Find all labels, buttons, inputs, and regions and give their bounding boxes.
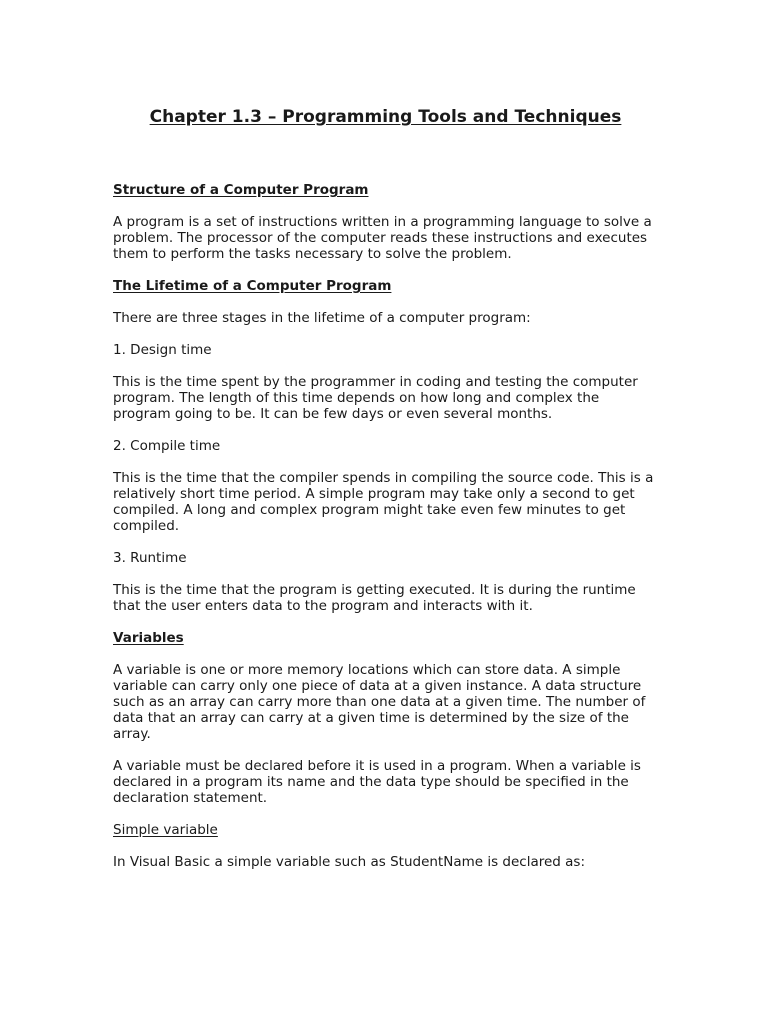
paragraph-design-time: This is the time spent by the programmer in coding and testing the computer program. The length of this time depends on how long and complex the program going to be. It can be few days or even several months. bbox=[113, 374, 638, 422]
page-title: Chapter 1.3 – Programming Tools and Techniques bbox=[149, 107, 622, 127]
paragraph-runtime: This is the time that the program is getting executed. It is during the runtime that the user enters data to the program and interacts with it. bbox=[113, 582, 636, 614]
document-body bbox=[113, 106, 658, 886]
paragraph-program-definition: A program is a set of instructions written in a programming language to solve a problem. The processor of the computer reads these instructions and executes them to perform the tasks necessary to solve the problem. bbox=[113, 214, 652, 262]
stage-design-time: 1. Design time bbox=[113, 342, 212, 358]
stage-compile-time: 2. Compile time bbox=[113, 438, 221, 454]
paragraph-variable-definition: A variable is one or more memory locations which can store data. A simple variable can carry only one piece of data at a given instance. A data structure such as an array can carry more than one data at a given time. The number of data that an array can carry at a given time is determined by the size of the array. bbox=[113, 662, 646, 742]
heading-simple-variable: Simple variable bbox=[113, 822, 218, 838]
paragraph-simple-variable: In Visual Basic a simple variable such as StudentName is declared as: bbox=[113, 854, 586, 870]
heading-lifetime: The Lifetime of a Computer Program bbox=[113, 278, 392, 294]
paragraph-three-stages: There are three stages in the lifetime of a computer program: bbox=[113, 310, 531, 326]
stage-runtime: 3. Runtime bbox=[113, 550, 187, 566]
heading-structure: Structure of a Computer Program bbox=[113, 182, 369, 198]
paragraph-compile-time: This is the time that the compiler spends in compiling the source code. This is a relatively short time period. A simple program may take only a second to get compiled. A long and complex program might take even few minutes to get compiled. bbox=[113, 470, 654, 534]
paragraph-variable-declaration: A variable must be declared before it is used in a program. When a variable is declared in a program its name and the data type should be specified in the declaration statement. bbox=[113, 758, 641, 806]
heading-variables: Variables bbox=[113, 630, 184, 646]
